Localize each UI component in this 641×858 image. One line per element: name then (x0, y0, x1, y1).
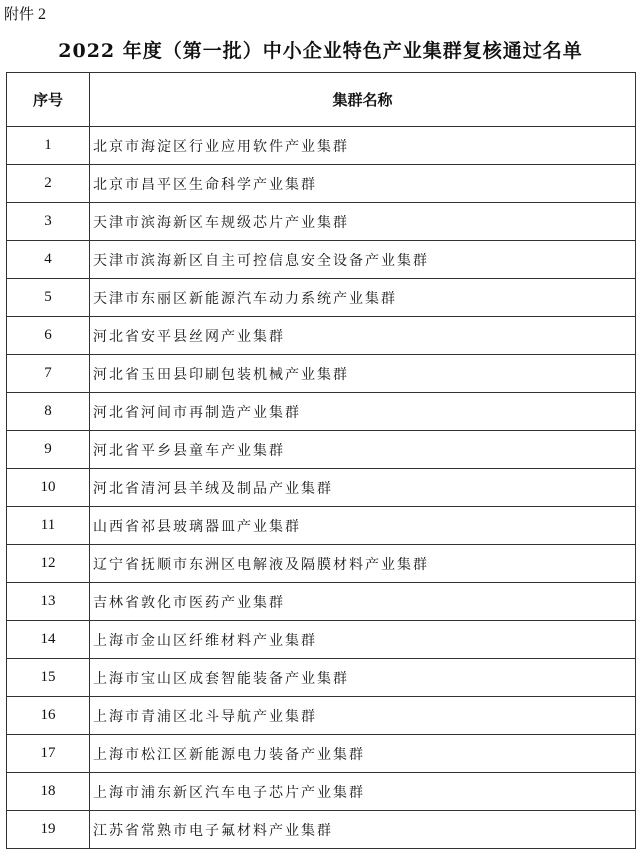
table-row (7, 393, 636, 431)
table-row (7, 659, 636, 697)
cluster-name: 河北省清河县羊绒及制品产业集群 (90, 469, 636, 507)
attachment-label-text: 附件 (4, 5, 35, 23)
cluster-name: 天津市滨海新区自主可控信息安全设备产业集群 (90, 241, 636, 279)
table-row (7, 469, 636, 507)
table-row (7, 811, 636, 849)
cluster-name: 上海市青浦区北斗导航产业集群 (90, 697, 636, 735)
cluster-name: 河北省平乡县童车产业集群 (90, 431, 636, 469)
table-row (7, 697, 636, 735)
cluster-name: 上海市宝山区成套智能装备产业集群 (90, 659, 636, 697)
document-title: 2022 年度（第一批）中小企业特色产业集群复核通过名单 (58, 40, 583, 62)
table-row (7, 773, 636, 811)
table-row (7, 317, 636, 355)
attachment-label (4, 3, 46, 24)
table-row (7, 165, 636, 203)
row-number: 14 (7, 621, 90, 659)
cluster-table (6, 72, 636, 849)
cluster-name: 河北省安平县丝网产业集群 (90, 317, 636, 355)
cluster-name: 北京市昌平区生命科学产业集群 (90, 165, 636, 203)
table-row (7, 735, 636, 773)
attachment-number: 2 (38, 6, 47, 23)
row-number: 19 (7, 811, 90, 849)
table-row (7, 203, 636, 241)
cluster-name: 吉林省敦化市医药产业集群 (90, 583, 636, 621)
cluster-name: 上海市松江区新能源电力装备产业集群 (90, 735, 636, 773)
column-header-number: 序号 (7, 73, 90, 127)
table-row (7, 355, 636, 393)
row-number: 5 (7, 279, 90, 317)
column-header-cluster-name: 集群名称 (90, 73, 636, 127)
row-number: 9 (7, 431, 90, 469)
cluster-name: 上海市金山区纤维材料产业集群 (90, 621, 636, 659)
cluster-name: 北京市海淀区行业应用软件产业集群 (90, 127, 636, 165)
row-number: 7 (7, 355, 90, 393)
table-row (7, 127, 636, 165)
table-row (7, 431, 636, 469)
table-row (7, 507, 636, 545)
row-number: 1 (7, 127, 90, 165)
table-body (7, 127, 636, 849)
table-row (7, 241, 636, 279)
table-header-row (7, 73, 636, 127)
table-row (7, 583, 636, 621)
table-row (7, 545, 636, 583)
row-number: 10 (7, 469, 90, 507)
row-number: 16 (7, 697, 90, 735)
cluster-name: 辽宁省抚顺市东洲区电解液及隔膜材料产业集群 (90, 545, 636, 583)
row-number: 12 (7, 545, 90, 583)
cluster-name: 河北省玉田县印刷包装机械产业集群 (90, 355, 636, 393)
cluster-name: 江苏省常熟市电子氟材料产业集群 (90, 811, 636, 849)
row-number: 15 (7, 659, 90, 697)
row-number: 3 (7, 203, 90, 241)
row-number: 13 (7, 583, 90, 621)
row-number: 2 (7, 165, 90, 203)
table-row (7, 279, 636, 317)
row-number: 6 (7, 317, 90, 355)
cluster-name: 天津市滨海新区车规级芯片产业集群 (90, 203, 636, 241)
row-number: 11 (7, 507, 90, 545)
cluster-name: 上海市浦东新区汽车电子芯片产业集群 (90, 773, 636, 811)
cluster-name: 天津市东丽区新能源汽车动力系统产业集群 (90, 279, 636, 317)
row-number: 4 (7, 241, 90, 279)
row-number: 17 (7, 735, 90, 773)
table-row (7, 621, 636, 659)
row-number: 8 (7, 393, 90, 431)
cluster-name: 河北省河间市再制造产业集群 (90, 393, 636, 431)
cluster-name: 山西省祁县玻璃器皿产业集群 (90, 507, 636, 545)
row-number: 18 (7, 773, 90, 811)
